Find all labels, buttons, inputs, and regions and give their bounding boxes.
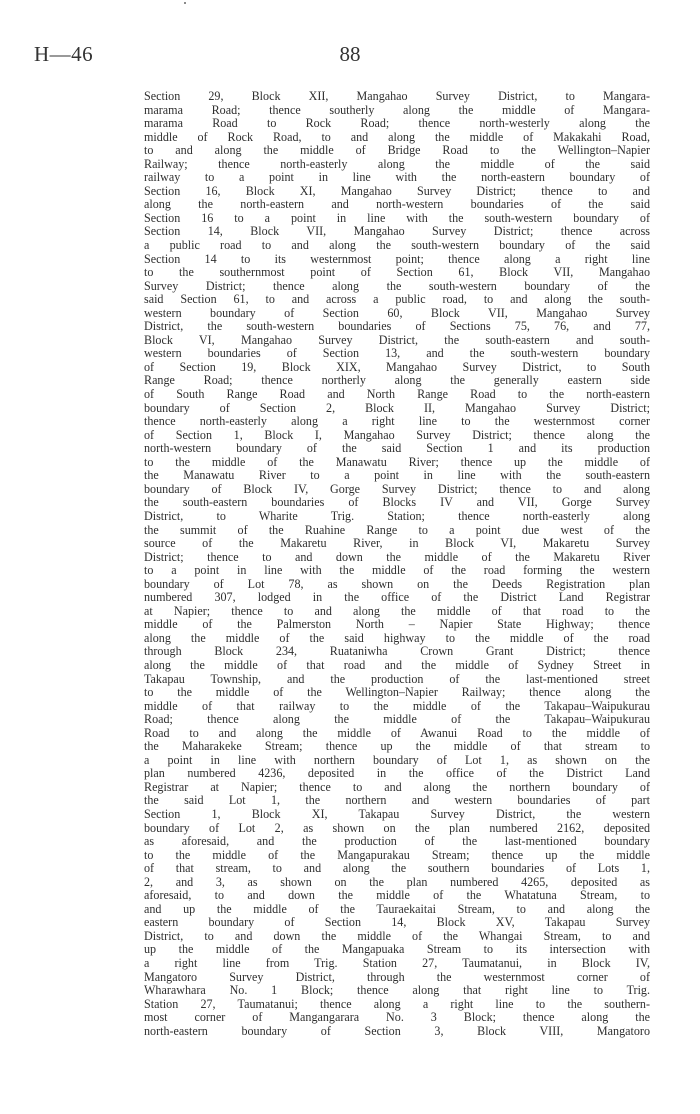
text-line: numbered 307, lodged in the office of the District Land Registrar [144, 591, 650, 605]
text-line: the south-eastern boundaries of Blocks IV and VII, Gorge Survey [144, 496, 650, 510]
text-line: Section 16, Block XI, Mangahao Survey District; thence to and [144, 184, 650, 198]
text-line: boundary of Lot 78, as shown on the Deeds Registration plan [144, 577, 650, 591]
text-line: of Section 1, Block I, Mangahao Survey District; thence along the [144, 428, 650, 442]
text-line: along the middle of the said highway to the middle of the road [144, 631, 650, 645]
text-line: a public road to and along the south-western boundary of the said [144, 239, 650, 253]
text-line: Registrar at Napier; thence to and along the northern boundary of [144, 780, 650, 794]
document-reference: H—46 [34, 42, 94, 66]
page-number: 88 [339, 42, 361, 66]
text-line: District, the south-western boundaries of Sections 75, 76, and 77, [144, 320, 650, 334]
text-line: Road to and along the middle of Awanui Road to the middle of [144, 726, 650, 740]
text-line: District, to and down the middle of the Whangai Stream, to and [144, 929, 650, 943]
text-line: plan numbered 4236, deposited in the office of the District Land [144, 767, 650, 781]
text-line: Station 27, Taumatanui; thence along a right line to the southern- [144, 997, 650, 1011]
text-line: aforesaid, to and down the middle of the Whatatuna Stream, to [144, 889, 650, 903]
text-line: the Manawatu River to a point in line with the south-eastern [144, 469, 650, 483]
text-line: north-western boundary of the said Section 1 and its production [144, 442, 650, 456]
text-line: District; thence to and down the middle of the Makaretu River [144, 550, 650, 564]
text-line: middle of Rock Road, to and along the middle of Makakahi Road, [144, 130, 650, 144]
text-line: the summit of the Ruahine Range to a point due west of the [144, 523, 650, 537]
text-line: Takapau Township, and the production of the last-mentioned street [144, 672, 650, 686]
text-line: District, to Wharite Trig. Station; thence north-easterly along [144, 509, 650, 523]
text-line: middle of the Palmerston North – Napier State Highway; thence [144, 618, 650, 632]
text-line: a right line from Trig. Station 27, Taumatanui, in Block IV, [144, 957, 650, 970]
text-line: Range Road; thence northerly along the generally eastern side [144, 374, 650, 388]
text-line: along the north-eastern and north-western boundaries of the said [144, 198, 650, 212]
text-line: Block VI, Mangahao Survey District, the south-eastern and south- [144, 333, 650, 347]
text-line: thence north-easterly along a right line to the westernmost corner [144, 415, 650, 429]
text-line: most corner of Mangangarara No. 3 Block; thence along the [144, 1011, 650, 1025]
text-line: boundary of Section 2, Block II, Mangahao Survey District; [144, 401, 650, 415]
text-line: marama Road; thence southerly along the middle of Mangara- [144, 103, 650, 117]
text-line: to the southernmost point of Section 61, Block VII, Mangahao [144, 266, 650, 280]
text-line: the Maharakeke Stream; thence up the middle of that stream to [144, 740, 650, 754]
text-line: Road; thence along the middle of the Takapau–Waipukurau [144, 713, 650, 727]
text-line: to a point in line with the middle of the road forming the western [144, 564, 650, 578]
text-line: Section 14, Block VII, Mangahao Survey District; thence across [144, 225, 650, 239]
text-line: boundary of Lot 2, as shown on the plan numbered 2162, deposited [144, 821, 650, 835]
text-line: railway to a point in line with the north-eastern boundary of [144, 171, 650, 185]
text-line: Section 29, Block XII, Mangahao Survey District, to Mangara- [144, 90, 650, 103]
text-line: north-eastern boundary of Section 3, Block VIII, Mangatoro [144, 1024, 650, 1038]
text-line: to the middle of the Wellington–Napier Railway; thence along the [144, 686, 650, 700]
text-line: at Napier; thence to and along the middle of that road to the [144, 604, 650, 618]
text-line: as aforesaid, and the production of the last-mentioned boundary [144, 835, 650, 849]
text-line: Mangatoro Survey District, through the westernmost corner of [144, 970, 650, 984]
text-line: to the middle of the Mangapurakau Stream; thence up the middle [144, 848, 650, 862]
text-line: marama Road to Rock Road; thence north-westerly along the [144, 117, 650, 131]
text-line: Survey District; thence along the south-western boundary of the [144, 279, 650, 293]
text-line: Section 1, Block XI, Takapau Survey District, the western [144, 807, 650, 821]
text-line: along the middle of that road and the middle of Sydney Street in [144, 658, 650, 672]
scan-speck [184, 2, 186, 4]
text-line: of Section 19, Block XIX, Mangahao Survey District, to South [144, 360, 650, 374]
text-line: to the middle of the Manawatu River; thence up the middle of [144, 455, 650, 469]
text-line: Section 16 to a point in line with the south-western boundary of [144, 211, 650, 225]
text-line: the said Lot 1, the northern and western boundaries of part [144, 794, 650, 808]
text-line: Section 14 to its westernmost point; thence along a right line [144, 252, 650, 266]
text-line: a point in line with northern boundary of Lot 1, as shown on the [144, 753, 650, 767]
text-line: to and along the middle of Bridge Road to the Wellington–Napier [144, 144, 650, 158]
text-line: of South Range Road and North Range Road to the north-eastern [144, 388, 650, 402]
text-line: middle of that railway to the middle of the Takapau–Waipukurau [144, 699, 650, 713]
text-line: said Section 61, to and across a public road, to and along the south- [144, 293, 650, 307]
text-line: western boundaries of Section 13, and the south-western boundary [144, 347, 650, 361]
text-line: of that stream, to and along the southern boundaries of Lots 1, [144, 862, 650, 876]
text-line: up the middle of the Mangapuaka Stream to its intersection with [144, 943, 650, 957]
text-line: Railway; thence north-easterly along the middle of the said [144, 157, 650, 171]
body-paragraph [144, 90, 650, 1038]
text-line: eastern boundary of Section 14, Block XV, Takapau Survey [144, 916, 650, 930]
text-line: 2, and 3, as shown on the plan numbered 4265, deposited as [144, 875, 650, 889]
text-line: source of the Makaretu River, in Block VI, Makaretu Survey [144, 537, 650, 551]
text-line: boundary of Block IV, Gorge Survey District; thence to and along [144, 482, 650, 496]
text-line: western boundary of Section 60, Block VII, Mangahao Survey [144, 306, 650, 320]
text-line: Wharawhara No. 1 Block; thence along that right line to Trig. [144, 984, 650, 998]
text-line: through Block 234, Ruataniwha Crown Grant District; thence [144, 645, 650, 659]
text-line: and up the middle of the Tauraekaitai Stream, to and along the [144, 902, 650, 916]
